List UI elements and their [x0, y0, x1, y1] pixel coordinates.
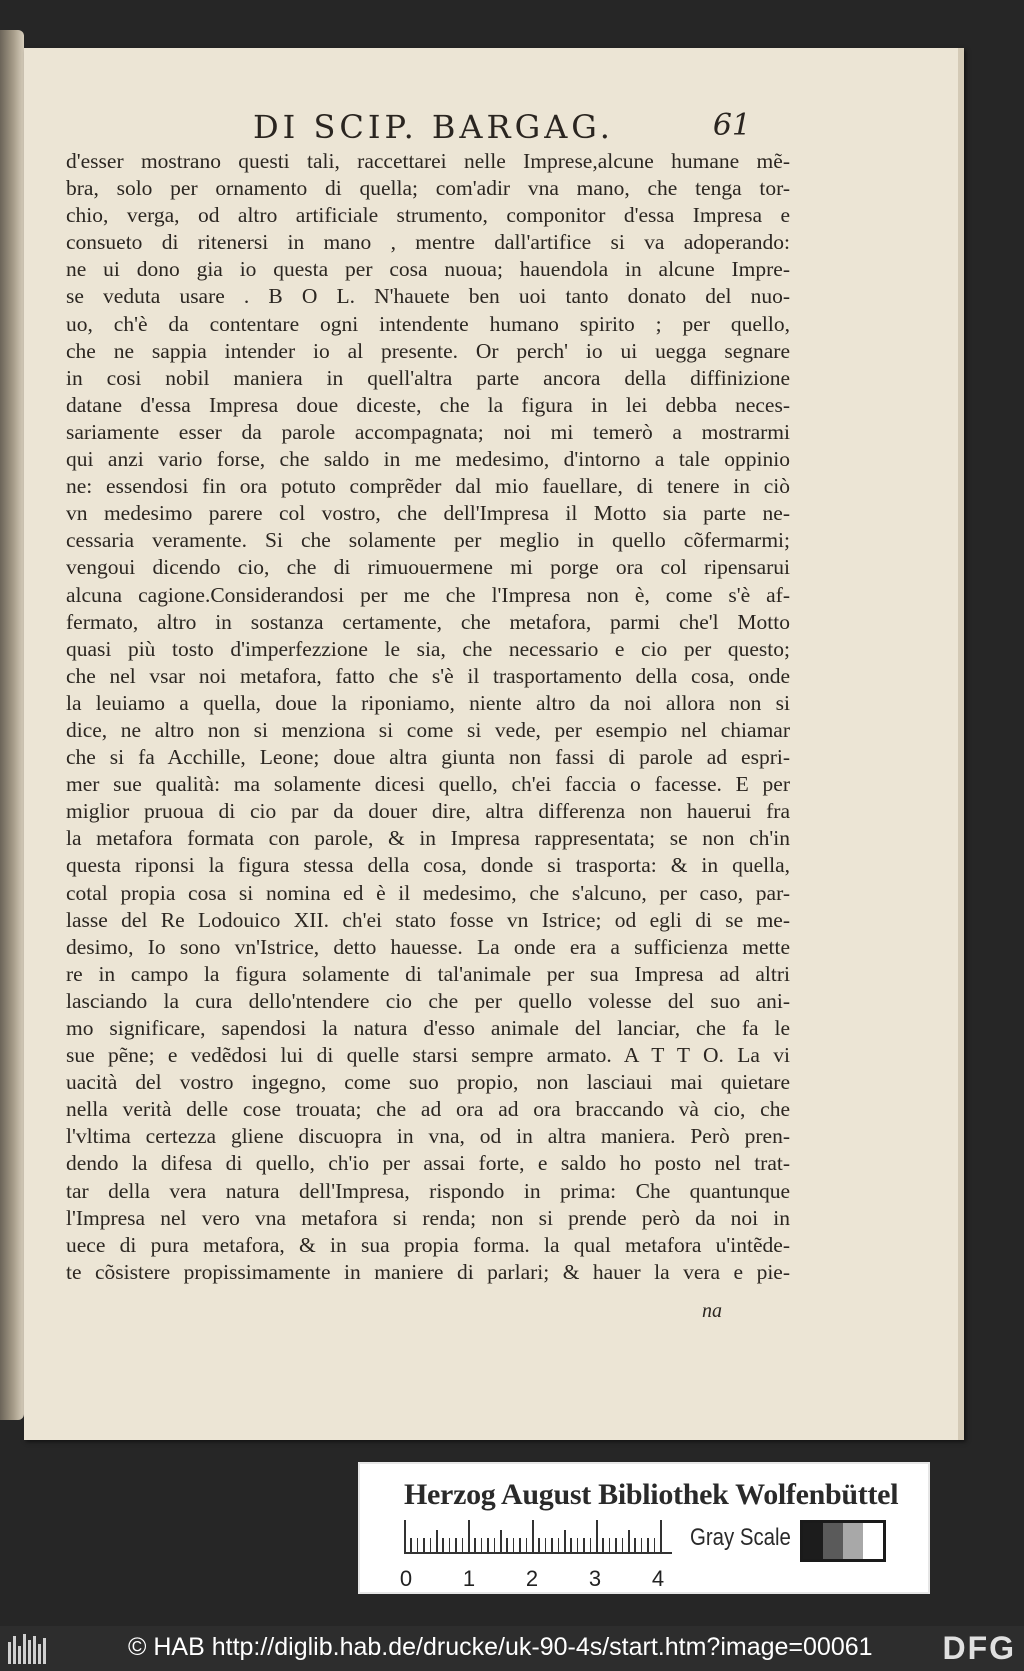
footer-citation[interactable]: © HAB http://diglib.hab.de/drucke/uk-90-4s/start.htm?image=00061 — [128, 1633, 873, 1661]
color-scale-card — [358, 1462, 930, 1594]
text-line: ne: essendosi fin ora potuto comprẽder dal mio fauellare, di tenere in ciò — [66, 474, 790, 499]
grayscale-label: Gray Scale — [690, 1524, 791, 1551]
ruler-tick — [481, 1538, 483, 1554]
text-line: cessaria veramente. Si che solamente per meglio in quello cõfermarmi; — [66, 528, 790, 553]
page-number: 61 — [712, 108, 751, 143]
ruler-tick — [602, 1538, 604, 1554]
ruler-number: 3 — [588, 1566, 602, 1591]
ruler-tick — [404, 1520, 406, 1554]
text-line: in cosi nobil maniera in quell'altra parte ancora della diffinizione — [66, 365, 790, 390]
ruler-number: 0 — [399, 1566, 413, 1591]
text-line: ne ui dono gia io questa per cosa nuoua; hauendola in alcune Impre- — [66, 257, 790, 282]
ruler-tick — [590, 1538, 592, 1554]
text-line: re in campo la figura solamente di tal'animale per sua Impresa ad altri — [66, 961, 790, 986]
text-line: uece di pura metafora, & in sua propia forma. la qual metafora u'intẽde- — [66, 1232, 790, 1257]
ruler-numbers — [396, 1566, 696, 1591]
grayscale-bar — [800, 1520, 886, 1562]
text-line: chio, verga, od altro artificiale strumento, componitor d'essa Impresa e — [66, 203, 790, 228]
ruler-tick — [654, 1538, 656, 1554]
ruler-tick — [577, 1538, 579, 1554]
ruler-tick — [583, 1538, 585, 1554]
grayscale-swatch — [803, 1523, 823, 1559]
ruler-tick — [436, 1530, 438, 1554]
text-line: datane d'essa Impresa doue diceste, che la figura in lei debba neces- — [66, 392, 790, 417]
ruler-tick — [660, 1520, 662, 1554]
ruler-tick — [615, 1538, 617, 1554]
ruler-tick — [494, 1538, 496, 1554]
ruler-tick — [449, 1538, 451, 1554]
ruler-tick — [551, 1538, 553, 1554]
ruler-tick — [474, 1538, 476, 1554]
ruler-tick — [513, 1538, 515, 1554]
text-line: la leuiamo a quella, doue la riponiamo, niente altro da noi allora non si — [66, 690, 790, 715]
text-line: bra, solo per ornamento di quella; com'adir vna mano, che tenga tor- — [66, 176, 790, 201]
text-line: uacità del vostro ingegno, come suo propio, non lasciaui mai quietare — [66, 1070, 790, 1095]
text-line: che ne sappia intender io al presente. Or perch' io ui uegga segnare — [66, 338, 790, 363]
ruler-tick — [410, 1538, 412, 1554]
text-line: consueto di ritenersi in mano , mentre dall'artifice si va adoperando: — [66, 230, 790, 255]
text-line: alcuna cagione.Considerandosi per me che l'Impresa non è, come s'è af- — [66, 582, 790, 607]
footer-bar — [0, 1626, 1024, 1671]
text-line: questa riponsi la figura stessa della cosa, donde si trasporta: & in quella, — [66, 853, 790, 878]
text-line: qui anzi vario forse, che saldo in me medesimo, d'intorno a tale oppinio — [66, 447, 790, 472]
text-line: dendo la difesa di quello, ch'io per assai forte, e saldo ho posto nel trat- — [66, 1151, 790, 1176]
ruler-number: 2 — [525, 1566, 539, 1591]
hab-logo-icon — [8, 1634, 48, 1664]
ruler-tick — [647, 1538, 649, 1554]
text-line: vn medesimo parere col vostro, che dell'Impresa il Motto sia parte ne- — [66, 501, 790, 526]
ruler-tick — [596, 1520, 598, 1554]
text-line: desimo, Io sono vn'Istrice, detto hauesse. La onde era a sufficienza mette — [66, 934, 790, 959]
binding-edge — [0, 30, 24, 1420]
ruler-tick — [634, 1538, 636, 1554]
text-line: che nel vsar noi metafora, fatto che s'è il trasportamento della cosa, onde — [66, 663, 790, 688]
ruler-tick — [558, 1538, 560, 1554]
text-line: fermato, altro in sostanza certamente, che metafora, parmi che'l Motto — [66, 609, 790, 634]
text-line: d'esser mostrano questi tali, raccettarei nelle Imprese,alcune humane mẽ- — [66, 149, 790, 173]
text-line: tar della vera natura dell'Impresa, rispondo in prima: Che quantunque — [66, 1178, 790, 1203]
text-line: se veduta usare . B O L. N'hauete ben uoi tanto donato del nuo- — [66, 284, 790, 309]
text-line: mo significare, sapendosi la natura d'esso animale del lanciar, che fa le — [66, 1016, 790, 1040]
ruler-tick — [641, 1538, 643, 1554]
ruler-tick — [628, 1530, 630, 1554]
ruler-tick — [462, 1538, 464, 1554]
ruler-tick — [564, 1530, 566, 1554]
text-line: l'vltima certezza gliene discuopra in vna, od in altra maniera. Però pren- — [66, 1124, 790, 1149]
text-line: lasciando la cura dello'ntendere cio che per quello volesse del suo ani- — [66, 988, 790, 1013]
text-line: lasse del Re Lodouico XII. ch'ei stato fosse vn Istrice; od egli di se me- — [66, 907, 790, 932]
ruler-number: 4 — [651, 1566, 665, 1591]
text-line: miglior pruoua di cio par da douer dire, altra differenza non hauerui fra — [66, 799, 790, 824]
ruler-tick — [455, 1538, 457, 1554]
text-line: mer sue qualità: ma solamente dicesi quello, ch'ei faccia o facesse. E per — [66, 772, 790, 797]
ruler-tick — [545, 1538, 547, 1554]
text-line: uo, ch'è da contentare ogni intendente humano spirito ; per quello, — [66, 311, 790, 336]
ruler-tick — [417, 1538, 419, 1554]
text-line: nella verità delle cose trouata; che ad ora ad ora braccando và cio, che — [66, 1097, 790, 1122]
ruler-tick — [609, 1538, 611, 1554]
ruler-number: 1 — [462, 1566, 476, 1591]
text-line: la metafora formata con parole, & in Impresa rappresentata; se non ch'in — [66, 826, 790, 851]
running-title: DI SCIP. BARGAG. — [253, 108, 614, 146]
ruler-tick — [500, 1530, 502, 1554]
grayscale-swatch — [863, 1523, 883, 1559]
text-line: che si fa Acchille, Leone; doue altra giunta non fassi di parole ad espri- — [66, 745, 790, 770]
library-name: Herzog August Bibliothek Wolfenbüttel — [404, 1478, 899, 1511]
grayscale-swatch — [843, 1523, 863, 1559]
text-line: sariamente esser da parole accompagnata; noi mi temerò a mostrarmi — [66, 419, 790, 444]
ruler-tick — [423, 1538, 425, 1554]
ruler-tick — [487, 1538, 489, 1554]
ruler-tick — [519, 1538, 521, 1554]
text-line: cotal propia cosa si nomina ed è il medesimo, che s'alcuno, per caso, par- — [66, 880, 790, 905]
body-text — [66, 148, 790, 1286]
dfg-logo: DFG — [942, 1630, 1016, 1666]
ruler-tick — [570, 1538, 572, 1554]
ruler-tick — [526, 1538, 528, 1554]
book-page — [24, 48, 964, 1440]
ruler-tick — [506, 1538, 508, 1554]
text-line: te cõsistere propissimamente in maniere di parlari; & hauer la vera e pie- — [66, 1259, 790, 1284]
ruler-tick — [538, 1538, 540, 1554]
ruler-tick — [430, 1538, 432, 1554]
ruler-tick — [532, 1520, 534, 1554]
text-line: l'Impresa nel vero vna metafora si renda; non si prende però da noi in — [66, 1205, 790, 1230]
text-line: quasi più tosto d'imperfezzione le sia, che necessario e cio per questo; — [66, 636, 790, 661]
catchword: na — [702, 1300, 722, 1322]
text-line: vengoui dicendo cio, che di rimuouermene mi porge ora col ripensarui — [66, 555, 790, 580]
ruler-tick — [468, 1520, 470, 1554]
text-line: sue pẽne; e vedẽdosi lui di quelle starsi sempre armato. A T T O. La vi — [66, 1043, 790, 1068]
grayscale-swatch — [823, 1523, 843, 1559]
ruler-tick — [622, 1538, 624, 1554]
text-line: dice, ne altro non si menziona si come si vede, per esempio nel chiamar — [66, 717, 790, 742]
scale-ruler — [404, 1522, 672, 1560]
ruler-tick — [442, 1538, 444, 1554]
